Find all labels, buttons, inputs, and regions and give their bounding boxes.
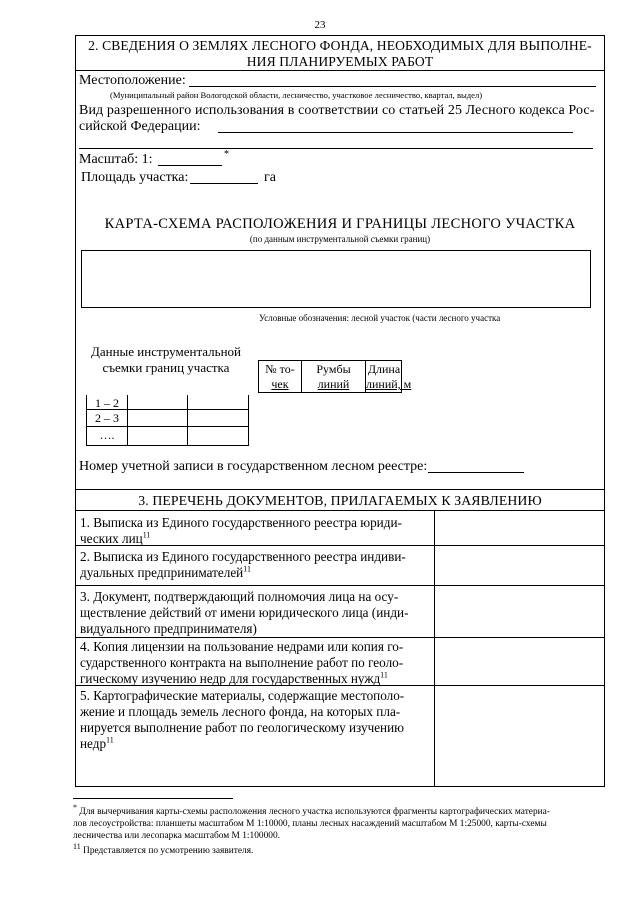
document-item-2 bbox=[80, 549, 430, 581]
footnote-star-mark: * bbox=[73, 802, 77, 812]
header-point-line2: чек bbox=[271, 377, 289, 391]
footnote-star-line1: Для вычерчивания карты-схемы расположения лесного участка используются фрагменты картографических материа- bbox=[79, 807, 550, 817]
location-field[interactable] bbox=[189, 86, 596, 87]
usage-field[interactable] bbox=[218, 132, 573, 133]
survey-label-line2: съемки границ участка bbox=[102, 360, 230, 375]
area-label: Площадь участка: bbox=[81, 170, 189, 185]
doc4-line3: гическому изучению недр для государственных нужд bbox=[80, 671, 381, 686]
header-cell-bearings bbox=[302, 362, 365, 392]
doc2-footnote-ref: 11 bbox=[243, 564, 251, 574]
section2-title-line2: НИЯ ПЛАНИРУЕМЫХ РАБОТ bbox=[246, 54, 434, 69]
document-3-mark-cell[interactable] bbox=[435, 586, 604, 637]
doc5-line3: нируется выполнение работ по геологическому изучению bbox=[80, 720, 405, 735]
registry-label: Номер учетной записи в государственном лесном реестре: bbox=[79, 459, 428, 474]
survey-label bbox=[80, 344, 252, 376]
body-col-2 bbox=[187, 395, 188, 446]
document-item-1 bbox=[80, 515, 430, 547]
header-point-line1: № то- bbox=[265, 362, 295, 376]
header-bearings-line1: Румбы bbox=[316, 362, 351, 376]
doc1-line1: 1. Выписка из Единого государственного реестра юриди- bbox=[80, 515, 402, 530]
body-col-1 bbox=[127, 395, 128, 446]
scale-footnote-mark: * bbox=[224, 149, 229, 160]
doc5-footnote-ref: 11 bbox=[106, 735, 114, 745]
section2-title-divider bbox=[75, 70, 605, 71]
body-right-border bbox=[248, 395, 249, 446]
document-item-5 bbox=[80, 688, 430, 752]
footnote-11 bbox=[73, 841, 254, 857]
area-unit: га bbox=[264, 170, 276, 185]
legend-text: Условные обозначения: лесной участок (части лесного участка bbox=[259, 313, 501, 323]
header-cell-length bbox=[366, 362, 412, 392]
usage-field-extra-line[interactable] bbox=[79, 148, 593, 149]
usage-label-line2: сийской Федерации: bbox=[79, 119, 201, 134]
registry-field[interactable] bbox=[428, 472, 524, 473]
document-item-4 bbox=[80, 639, 430, 687]
doc4-footnote-ref: 11 bbox=[380, 670, 388, 680]
doc3-line1: 3. Документ, подтверждающий полномочия лица на осу- bbox=[80, 589, 399, 604]
document-4-mark-cell[interactable] bbox=[435, 638, 604, 685]
document-item-3 bbox=[80, 589, 430, 637]
footnote-separator bbox=[73, 798, 233, 799]
doc3-line3: видуального предпринимателя) bbox=[80, 621, 257, 636]
header-bearings-line2: линий bbox=[317, 377, 350, 391]
map-title: КАРТА-СХЕМА РАСПОЛОЖЕНИЯ И ГРАНИЦЫ ЛЕСНОГО УЧАСТКА bbox=[104, 216, 576, 232]
map-box[interactable] bbox=[81, 250, 591, 308]
usage-label-line1: Вид разрешенного использования в соответствии со статьей 25 Лесного кодекса Рос- bbox=[79, 103, 595, 118]
document-5-mark-cell[interactable] bbox=[435, 686, 604, 786]
header-cell-point bbox=[259, 362, 301, 392]
footnote-star-line3: лесничества или лесопарка масштабом М 1:100000. bbox=[73, 831, 280, 841]
section2-title-line1: 2. СВЕДЕНИЯ О ЗЕМЛЯХ ЛЕСНОГО ФОНДА, НЕОБХОДИМЫХ ДЛЯ ВЫПОЛНЕ- bbox=[88, 38, 592, 53]
doc3-line2: ществление действий от имени юридического лица (инди- bbox=[80, 605, 409, 620]
location-label: Местоположение: bbox=[79, 73, 186, 88]
footnote-11-text: Представляется по усмотрению заявителя. bbox=[83, 846, 254, 856]
doc4-line1: 4. Копия лицензии на пользование недрами или копия го- bbox=[80, 639, 404, 654]
location-hint: (Муниципальный район Вологодской области, лесничество, участковое лесничество, квартал, выдел) bbox=[110, 90, 483, 100]
doc1-line2: ческих лиц bbox=[80, 531, 143, 546]
doc1-footnote-ref: 11 bbox=[142, 530, 151, 540]
footnote-star bbox=[73, 802, 613, 842]
survey-table-body bbox=[86, 395, 249, 446]
page-number: 23 bbox=[314, 19, 326, 31]
scale-label: Масштаб: 1: bbox=[79, 152, 153, 167]
map-subtitle: (по данным инструментальной съемки границ) bbox=[249, 234, 431, 244]
doc5-line1: 5. Картографические материалы, содержащие местополо- bbox=[80, 688, 405, 703]
footnote-11-mark: 11 bbox=[73, 841, 81, 851]
doc5-line4: недр bbox=[80, 736, 107, 751]
doc5-line2: жение и площадь земель лесного фонда, на которых пла- bbox=[80, 704, 401, 719]
area-field[interactable] bbox=[190, 183, 258, 184]
section3-top-divider bbox=[75, 489, 605, 490]
table-row-2-point: 2 – 3 bbox=[95, 411, 119, 425]
scale-field[interactable] bbox=[158, 165, 222, 166]
body-row-line-3 bbox=[86, 445, 249, 446]
header-length-line1: Длина bbox=[367, 362, 401, 376]
document-2-mark-cell[interactable] bbox=[435, 546, 604, 585]
section2-title bbox=[76, 38, 604, 70]
doc2-line1: 2. Выписка из Единого государственного реестра индиви- bbox=[80, 549, 406, 564]
document-1-mark-cell[interactable] bbox=[435, 511, 604, 545]
table-row-3-point: …. bbox=[99, 428, 115, 442]
doc4-line2: сударственного контракта на выполнение работ по геоло- bbox=[80, 655, 404, 670]
doc2-line2: дуальных предпринимателей bbox=[80, 565, 244, 580]
section3-title: 3. ПЕРЕЧЕНЬ ДОКУМЕНТОВ, ПРИЛАГАЕМЫХ К ЗАЯВЛЕНИЮ bbox=[138, 493, 542, 508]
footnote-star-line2: лов лесоустройства: планшеты масштабом М 1:10000, планы лесных насаждений масштабом М 1:25000, карты-схемы bbox=[73, 819, 547, 829]
survey-label-line1: Данные инструментальной bbox=[91, 344, 241, 359]
header-length-line2: линий, м bbox=[366, 377, 412, 391]
table-row-1-point: 1 – 2 bbox=[95, 396, 119, 410]
body-row-line-2 bbox=[86, 426, 249, 427]
